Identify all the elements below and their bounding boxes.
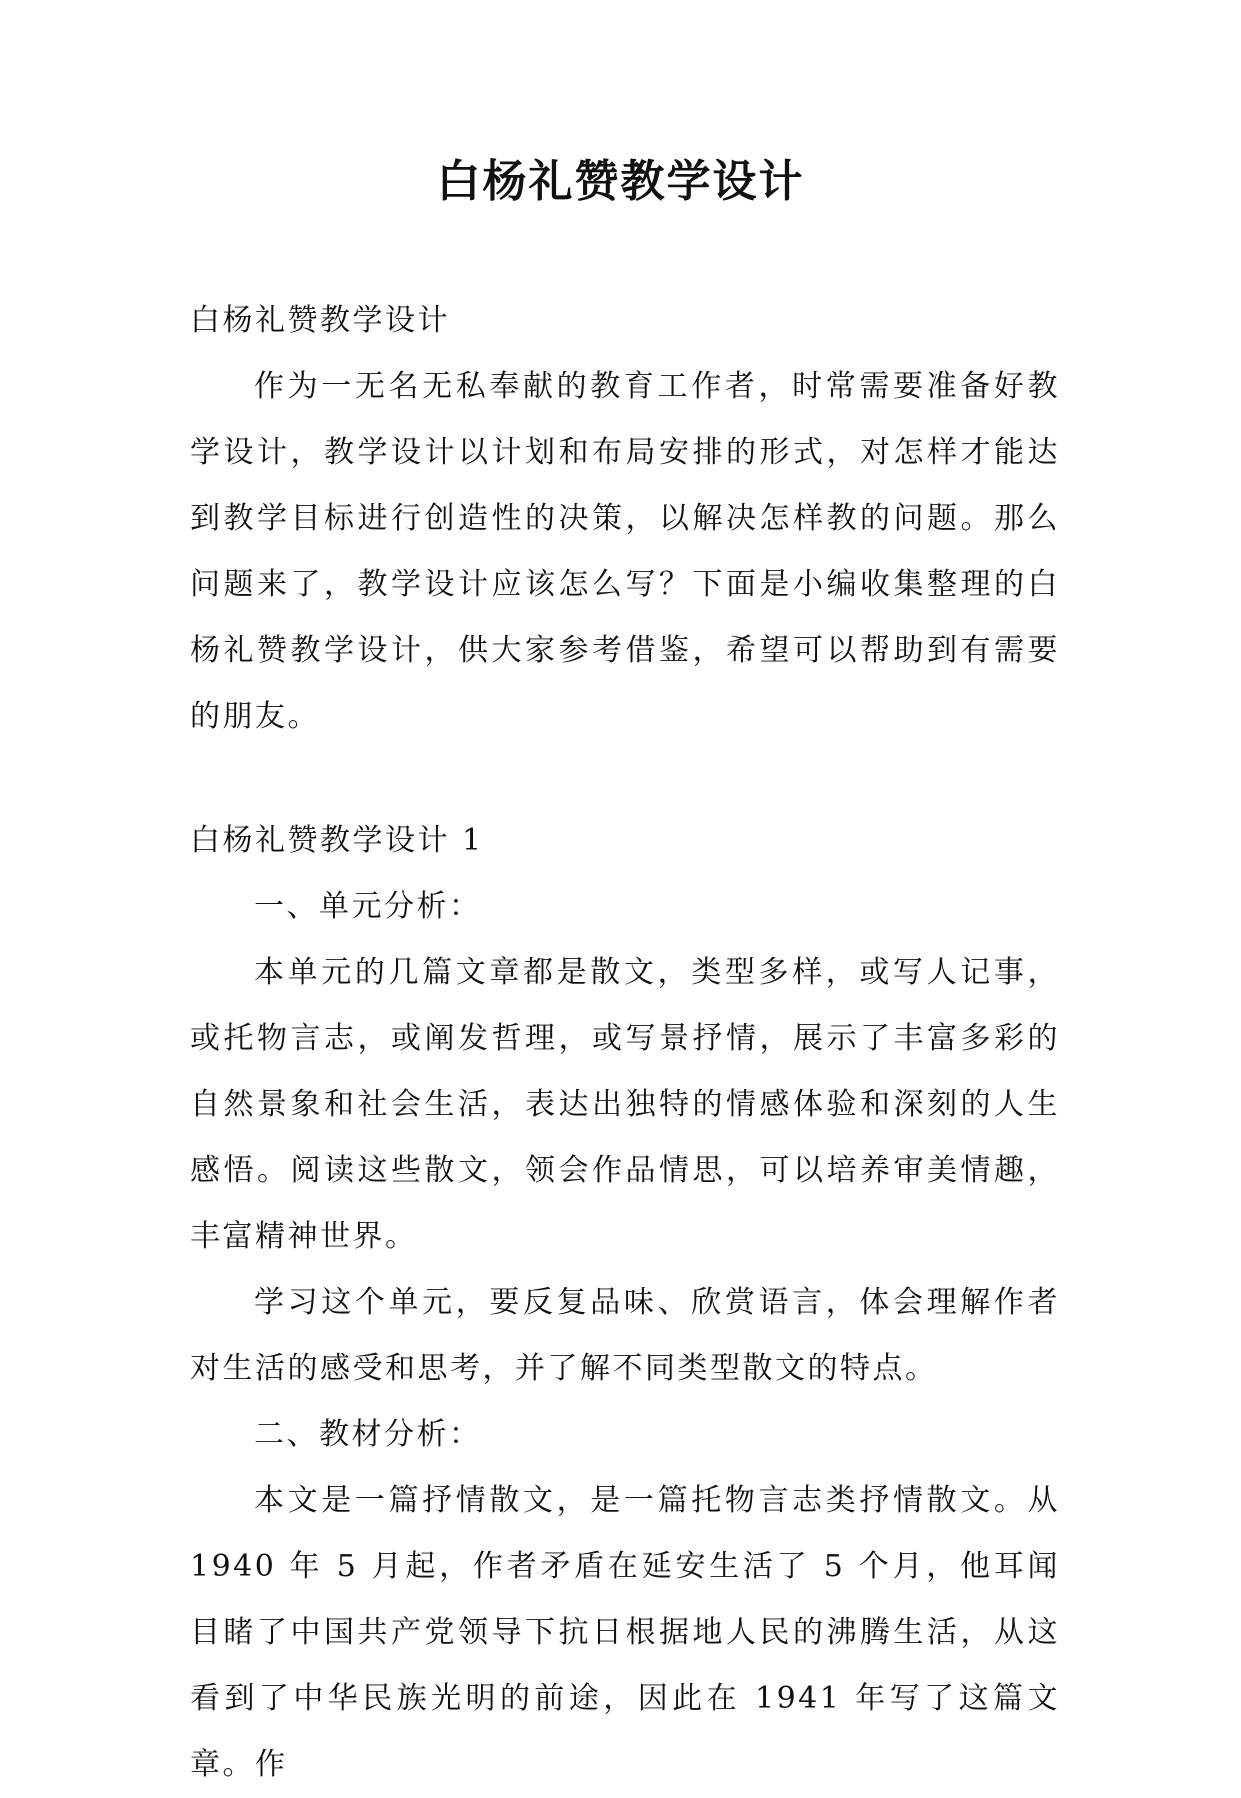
unit-analysis-heading: 一、单元分析： [254, 889, 482, 924]
document-subtitle: 白杨礼赞教学设计 [190, 303, 450, 338]
unit-analysis-paragraph-1: 本单元的几篇文章都是散文，类型多样，或写人记事，或托物言志，或阐发哲理，或写景抒情，展示了丰富多彩的自然景象和社会生活，表达出独特的情感体验和深刻的人生感悟。阅读这些散文，领会作品情思，可以培养审美情趣，丰富精神世界。 [190, 955, 1060, 1254]
intro-paragraph: 作为一无名无私奉献的教育工作者，时常需要准备好教学设计，教学设计以计划和布局安排的形式，对怎样才能达到教学目标进行创造性的决策，以解决怎样教的问题。那么问题来了，教学设计应该怎么写？下面是小编收集整理的白杨礼赞教学设计，供大家参考借鉴，希望可以帮助到有需要的朋友。 [190, 369, 1060, 734]
text-analysis-paragraph-1: 本文是一篇抒情散文，是一篇托物言志类抒情散文。从 1940 年 5 月起，作者矛盾在延安生活了 5 个月，他耳闻目睹了中国共产党领导下抗日根据地人民的沸腾生活，从这看到了中华民族光明的前途，因此在 1941 年写了这篇文章。作 [190, 1483, 1060, 1782]
section-heading: 白杨礼赞教学设计 1 [190, 823, 484, 858]
text-analysis-heading: 二、教材分析： [254, 1417, 482, 1452]
section-gap [190, 750, 1060, 808]
unit-analysis-paragraph-2: 学习这个单元，要反复品味、欣赏语言，体会理解作者对生活的感受和思考，并了解不同类型散文的特点。 [190, 1285, 1060, 1386]
document-body [190, 288, 1060, 1798]
document-title: 白杨礼赞教学设计 [436, 156, 805, 207]
